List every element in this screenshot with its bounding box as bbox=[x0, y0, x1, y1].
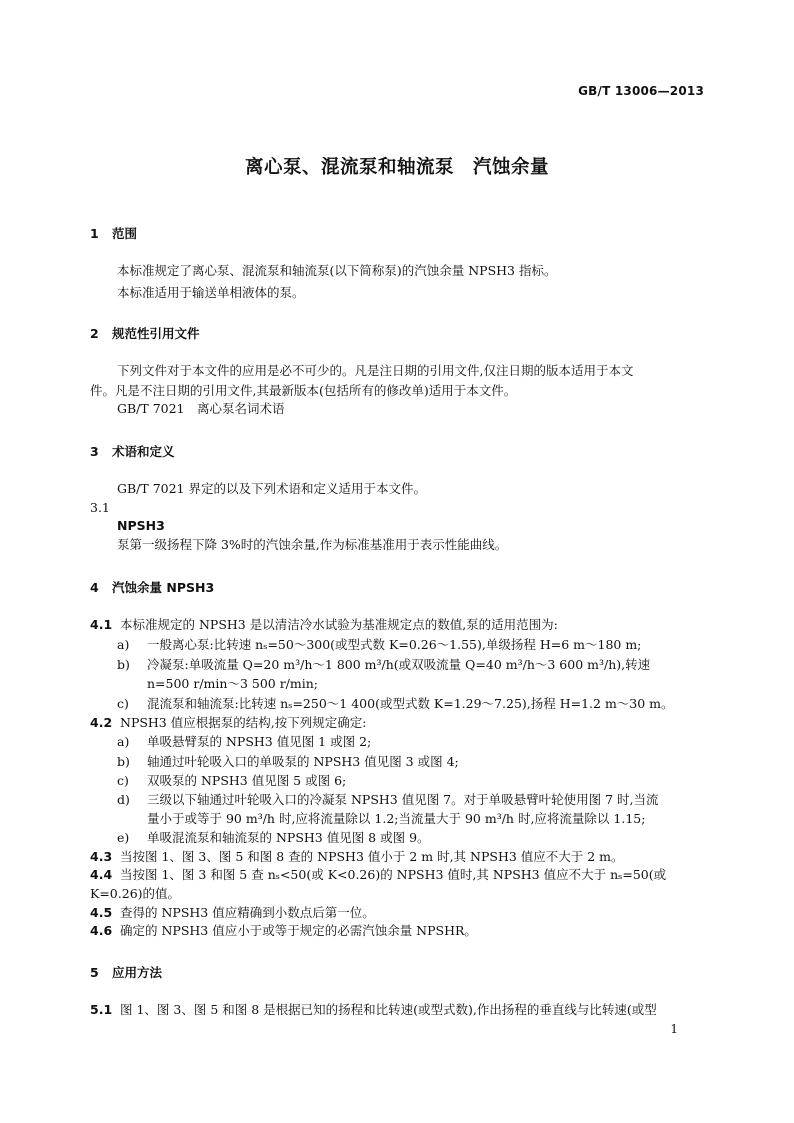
normative-reference: GB/T 7021 离心泵名词术语 bbox=[117, 401, 285, 416]
clause-text: 当按图 1、图 3、图 5 和图 8 查的 NPSH3 值小于 2 m 时,其 NPSH3 值应不大于 2 m。 bbox=[120, 849, 624, 864]
section-4-heading bbox=[90, 578, 214, 596]
standard-number: GB/T 13006—2013 bbox=[578, 84, 704, 98]
section-title: 汽蚀余量 NPSH3 bbox=[112, 580, 215, 595]
clause-number: 5.1 bbox=[90, 1002, 113, 1017]
section-title: 范围 bbox=[112, 226, 138, 241]
clause-text: NPSH3 值应根据泵的结构,按下列规定确定: bbox=[120, 715, 367, 730]
page-number: 1 bbox=[670, 1022, 678, 1036]
list-text: 混流泵和轴流泵:比转速 nₛ=250～1 400(或型式数 K=1.29～7.25),扬程 H=1.2 m～30 m。 bbox=[147, 696, 674, 711]
clause-number: 4.2 bbox=[90, 715, 113, 730]
paragraph: 本标准适用于输送单相液体的泵。 bbox=[117, 285, 305, 300]
paragraph: 本标准规定了离心泵、混流泵和轴流泵(以下简称泵)的汽蚀余量 NPSH3 指标。 bbox=[117, 263, 557, 278]
list-item bbox=[117, 791, 659, 809]
clause-continuation: K=0.26)的值。 bbox=[90, 886, 181, 901]
clause-number: 3.1 bbox=[90, 500, 110, 515]
term-definition: 泵第一级扬程下降 3%时的汽蚀余量,作为标准基准用于表示性能曲线。 bbox=[117, 537, 508, 552]
section-title: 应用方法 bbox=[112, 965, 163, 980]
clause-number: 4.6 bbox=[90, 923, 113, 938]
section-number: 5 bbox=[90, 965, 99, 980]
list-label: c) bbox=[117, 696, 129, 711]
clause-number: 4.5 bbox=[90, 905, 113, 920]
section-title: 规范性引用文件 bbox=[112, 326, 200, 341]
clause-4-6 bbox=[90, 922, 477, 940]
clause-text: 本标准规定的 NPSH3 是以清洁冷水试验为基准规定点的数值,泵的适用范围为: bbox=[120, 617, 558, 632]
paragraph: GB/T 7021 界定的以及下列术语和定义适用于本文件。 bbox=[117, 481, 426, 496]
list-continuation: n=500 r/min～3 500 r/min; bbox=[147, 676, 319, 691]
list-text: 冷凝泵:单吸流量 Q=20 m³/h～1 800 m³/h(或双吸流量 Q=40 m³/h～3 600 m³/h),转速 bbox=[147, 657, 651, 672]
clause-4-1 bbox=[90, 616, 558, 634]
list-item bbox=[117, 829, 430, 847]
clause-5-1 bbox=[90, 1001, 657, 1019]
list-item bbox=[117, 753, 459, 771]
clause-text: 当按图 1、图 3 和图 5 查 nₛ<50(或 K<0.26)的 NPSH3 值时,其 NPSH3 值应不大于 nₛ=50(或 bbox=[120, 867, 667, 882]
list-text: 一般离心泵:比转速 nₛ=50～300(或型式数 K=0.26～1.55),单级扬程 H=6 m～180 m; bbox=[147, 637, 642, 652]
section-title: 术语和定义 bbox=[112, 444, 175, 459]
paragraph-continuation: 件。凡是不注日期的引用文件,其最新版本(包括所有的修改单)适用于本文件。 bbox=[90, 383, 517, 398]
section-2-heading bbox=[90, 324, 200, 342]
clause-number: 4.4 bbox=[90, 867, 113, 882]
list-item bbox=[117, 772, 346, 790]
clause-4-5 bbox=[90, 904, 375, 922]
list-text: 单吸混流泵和轴流泵的 NPSH3 值见图 8 或图 9。 bbox=[147, 830, 430, 845]
list-item bbox=[117, 733, 371, 751]
paragraph: 下列文件对于本文件的应用是必不可少的。凡是注日期的引用文件,仅注日期的版本适用于本文 bbox=[117, 363, 634, 378]
term: NPSH3 bbox=[117, 518, 165, 533]
list-item bbox=[117, 636, 641, 654]
list-text: 轴通过叶轮吸入口的单吸泵的 NPSH3 值见图 3 或图 4; bbox=[147, 754, 459, 769]
list-label: a) bbox=[117, 637, 130, 652]
section-1-heading bbox=[90, 224, 137, 242]
section-number: 1 bbox=[90, 226, 99, 241]
section-number: 4 bbox=[90, 580, 99, 595]
section-number: 3 bbox=[90, 444, 99, 459]
list-item bbox=[117, 656, 650, 674]
document-title: 离心泵、混流泵和轴流泵 汽蚀余量 bbox=[244, 157, 549, 178]
clause-4-4 bbox=[90, 866, 666, 884]
list-label: e) bbox=[117, 830, 130, 845]
list-label: d) bbox=[117, 792, 130, 807]
clause-text: 查得的 NPSH3 值应精确到小数点后第一位。 bbox=[120, 905, 375, 920]
section-number: 2 bbox=[90, 326, 99, 341]
clause-number: 4.1 bbox=[90, 617, 113, 632]
list-item bbox=[117, 695, 674, 713]
clause-text: 确定的 NPSH3 值应小于或等于规定的必需汽蚀余量 NPSHR。 bbox=[120, 923, 477, 938]
list-continuation: 量小于或等于 90 m³/h 时,应将流量除以 1.2;当流量大于 90 m³/h 时,应将流量除以 1.15; bbox=[147, 811, 646, 826]
section-3-heading bbox=[90, 442, 175, 460]
list-label: a) bbox=[117, 734, 130, 749]
list-label: b) bbox=[117, 657, 130, 672]
clause-text: 图 1、图 3、图 5 和图 8 是根据已知的扬程和比转速(或型式数),作出扬程的垂直线与比转速(或型 bbox=[120, 1002, 657, 1017]
clause-4-3 bbox=[90, 848, 624, 866]
section-5-heading bbox=[90, 963, 162, 981]
list-label: b) bbox=[117, 754, 130, 769]
list-text: 双吸泵的 NPSH3 值见图 5 或图 6; bbox=[147, 773, 347, 788]
list-label: c) bbox=[117, 773, 129, 788]
list-text: 三级以下轴通过叶轮吸入口的冷凝泵 NPSH3 值见图 7。对于单吸悬臂叶轮使用图 7 时,当流 bbox=[147, 792, 659, 807]
list-text: 单吸悬臂泵的 NPSH3 值见图 1 或图 2; bbox=[147, 734, 372, 749]
clause-number: 4.3 bbox=[90, 849, 113, 864]
clause-4-2 bbox=[90, 714, 366, 732]
